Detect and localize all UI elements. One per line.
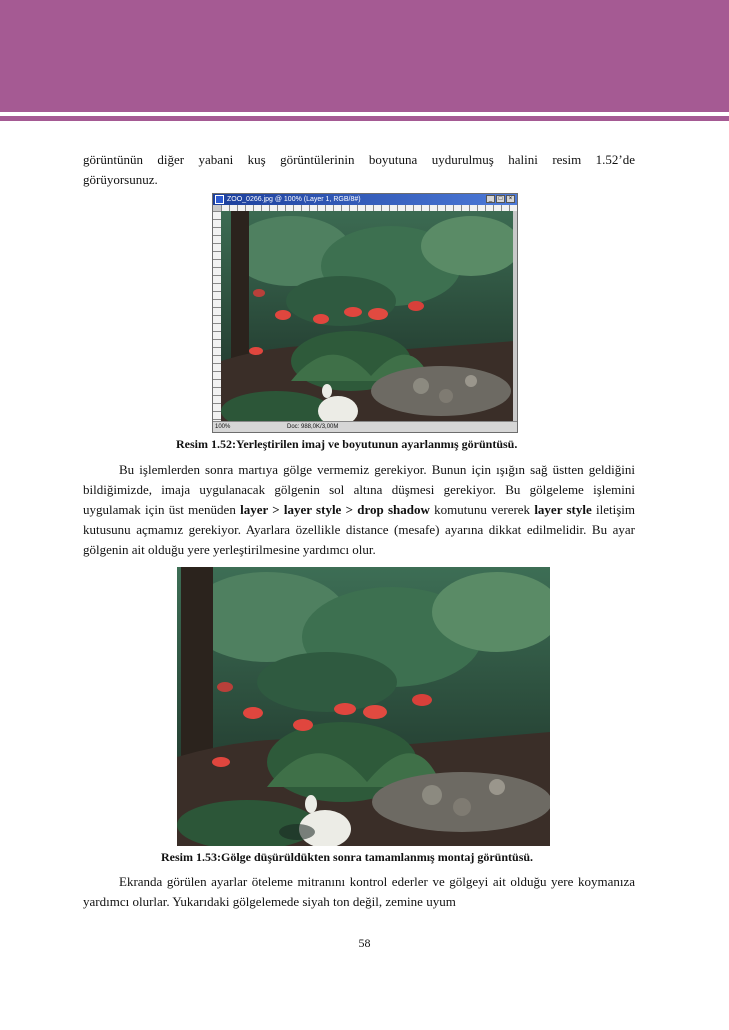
maximize-icon: □: [496, 195, 505, 203]
figure-caption-1-52: Resim 1.52:Yerleştirilen imaj ve boyutunun ayarlanmış görüntüsü.: [176, 437, 518, 451]
doc-size: Doc: 988,0K/3,00M: [287, 424, 339, 430]
editor-window-screenshot: [212, 193, 518, 433]
window-title: ZOO_0266.jpg @ 100% (Layer 1, RGB/8#): [227, 196, 361, 203]
figure-caption-1-53: Resim 1.53:Gölge düşürüldükten sonra tamamlanmış montaj görüntüsü.: [161, 850, 534, 864]
flamingo-photo-2: [177, 567, 550, 846]
app-icon: [215, 195, 224, 204]
window-controls: [486, 195, 515, 203]
paragraph-text: Bu işlemlerden sonra martıya gölge vermemiz gerekiyor. Bunun için ışığın sağ üstten geldiğini bildiğimizde, imaja uygulanacak gölgenin sol altına düşmesi gerekiyor. Bu gölgeleme işlemini uygulamak için üst menüden: [83, 462, 635, 517]
paragraph-drop-shadow: [83, 460, 635, 560]
header-rule: [0, 116, 729, 121]
paragraph-text: komutunu vererek: [429, 502, 535, 517]
paragraph-shadow-settings: Ekranda görülen ayarlar öteleme mitranını kontrol ederler ve gölgeyi ait olduğu yere koymanıza yardımcı olurlar. Yukarıdaki gölgelemede siyah ton değil, zemine uyum: [83, 874, 635, 909]
paragraph-text: iletişim kutusunu açmamız gerekiyor. Ayarlara özellikle distance (mesafe) ayarına dikkat edilmelidir. Bu ayar gölgenin ait olduğu yere yerleştirilmesine yardımcı olur.: [83, 502, 635, 557]
page-number: 58: [358, 936, 371, 950]
flamingo-photo-1: [221, 211, 513, 422]
status-bar: [213, 421, 517, 432]
zoom-level: 100%: [215, 424, 231, 430]
header-band: [0, 0, 729, 112]
image-canvas: [221, 211, 513, 422]
menu-path-text: layer > layer style > drop shadow: [240, 502, 430, 517]
montage-photo: [177, 567, 550, 846]
minimize-icon: _: [486, 195, 495, 203]
close-icon: ×: [506, 195, 515, 203]
dialog-name-text: layer style: [534, 502, 592, 517]
intro-line-1: görüntünün diğer yabani kuş görüntülerinin boyutuna uydurulmuş halini resim 1.52’de: [83, 152, 635, 167]
window-title-bar: [213, 194, 517, 205]
intro-line-2: görüyorsunuz.: [83, 172, 158, 187]
ruler-left: [213, 211, 221, 422]
